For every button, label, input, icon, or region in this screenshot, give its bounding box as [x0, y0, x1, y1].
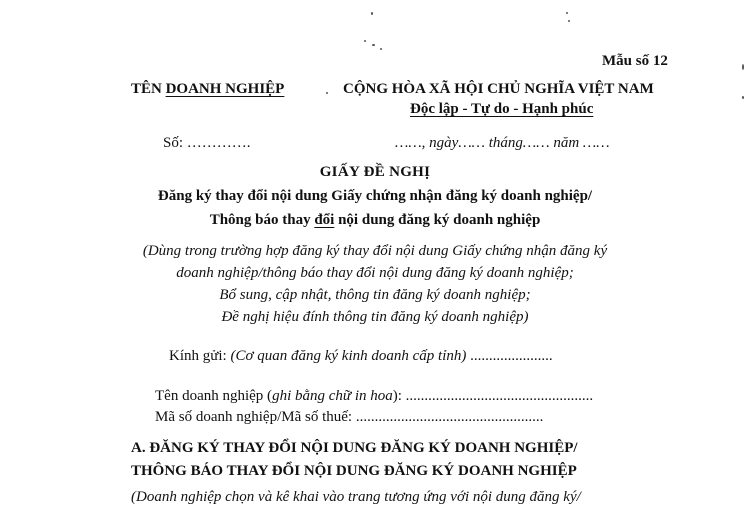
subtitle-line2-underlined: đổi [314, 212, 335, 228]
company-name-heading-underlined: DOANH NGHIỆP [165, 81, 285, 97]
addressee-value: (Cơ quan đăng ký kinh doanh cấp tỉnh) [230, 348, 467, 364]
scan-speck [372, 44, 375, 46]
scan-speck [364, 40, 366, 42]
company-name-field [155, 388, 593, 405]
addressee-label: Kính gửi: [169, 348, 231, 364]
tax-code-field [155, 409, 543, 426]
national-motto: Độc lập - Tự do - Hạnh phúc [410, 101, 594, 117]
usage-note-line4: Đề nghị hiệu đính thông tin đăng ký doanh nghiệp) [221, 309, 529, 325]
usage-note-line2: doanh nghiệp/thông báo thay đổi nội dung đăng ký doanh nghiệp; [176, 265, 574, 281]
addressee-line [169, 348, 553, 365]
place-date-line: ……, ngày…… tháng…… năm …… [395, 135, 610, 151]
company-name-heading [131, 81, 284, 98]
tax-code-label: Mã số doanh nghiệp/Mã số thuế: [155, 409, 356, 425]
scan-speck [380, 48, 382, 50]
document-number: Số: …………. [163, 135, 251, 151]
scan-speck [566, 12, 568, 14]
scan-speck [326, 92, 328, 94]
tax-code-dots: .................................................. [355, 409, 544, 425]
form-number: Mẫu số 12 [602, 53, 668, 69]
section-a-heading-line2: THÔNG BÁO THAY ĐỔI NỘI DUNG ĐĂNG KÝ DOANH NGHIỆP [131, 463, 577, 479]
usage-note-line1: (Dùng trong trường hợp đăng ký thay đổi nội dung Giấy chứng nhận đăng ký [142, 243, 608, 259]
section-a-heading-line1: A. ĐĂNG KÝ THAY ĐỔI NỘI DUNG ĐĂNG KÝ DOANH NGHIỆP/ [131, 440, 578, 456]
company-name-hint: ghi bằng chữ in hoa [272, 388, 393, 404]
usage-note-line3: Bổ sung, cập nhật, thông tin đăng ký doanh nghiệp; [219, 287, 531, 303]
company-name-close: ): [392, 388, 406, 404]
scan-speck [568, 20, 570, 22]
country-name: CỘNG HÒA XÃ HỘI CHỦ NGHĨA VIỆT NAM [343, 81, 654, 97]
document-title: GIẤY ĐỀ NGHỊ [319, 164, 431, 180]
scan-speck [742, 64, 744, 70]
subtitle-line2-post: nội dung đăng ký doanh nghiệp [334, 212, 541, 228]
document-subtitle-line2 [0, 212, 750, 229]
addressee-dots: ...................... [466, 348, 553, 364]
document-subtitle-line1: Đăng ký thay đổi nội dung Giấy chứng nhận đăng ký doanh nghiệp/ [157, 188, 593, 204]
scan-speck [742, 96, 744, 99]
subtitle-line2-pre: Thông báo thay [209, 212, 315, 228]
scan-speck [371, 12, 373, 15]
company-name-dots: .................................................. [405, 388, 594, 404]
company-name-label: Tên doanh nghiệp ( [155, 388, 273, 404]
company-name-heading-pre: TÊN [131, 81, 166, 97]
section-a-note: (Doanh nghiệp chọn và kê khai vào trang tương ứng với nội dung đăng ký/ [131, 489, 581, 505]
